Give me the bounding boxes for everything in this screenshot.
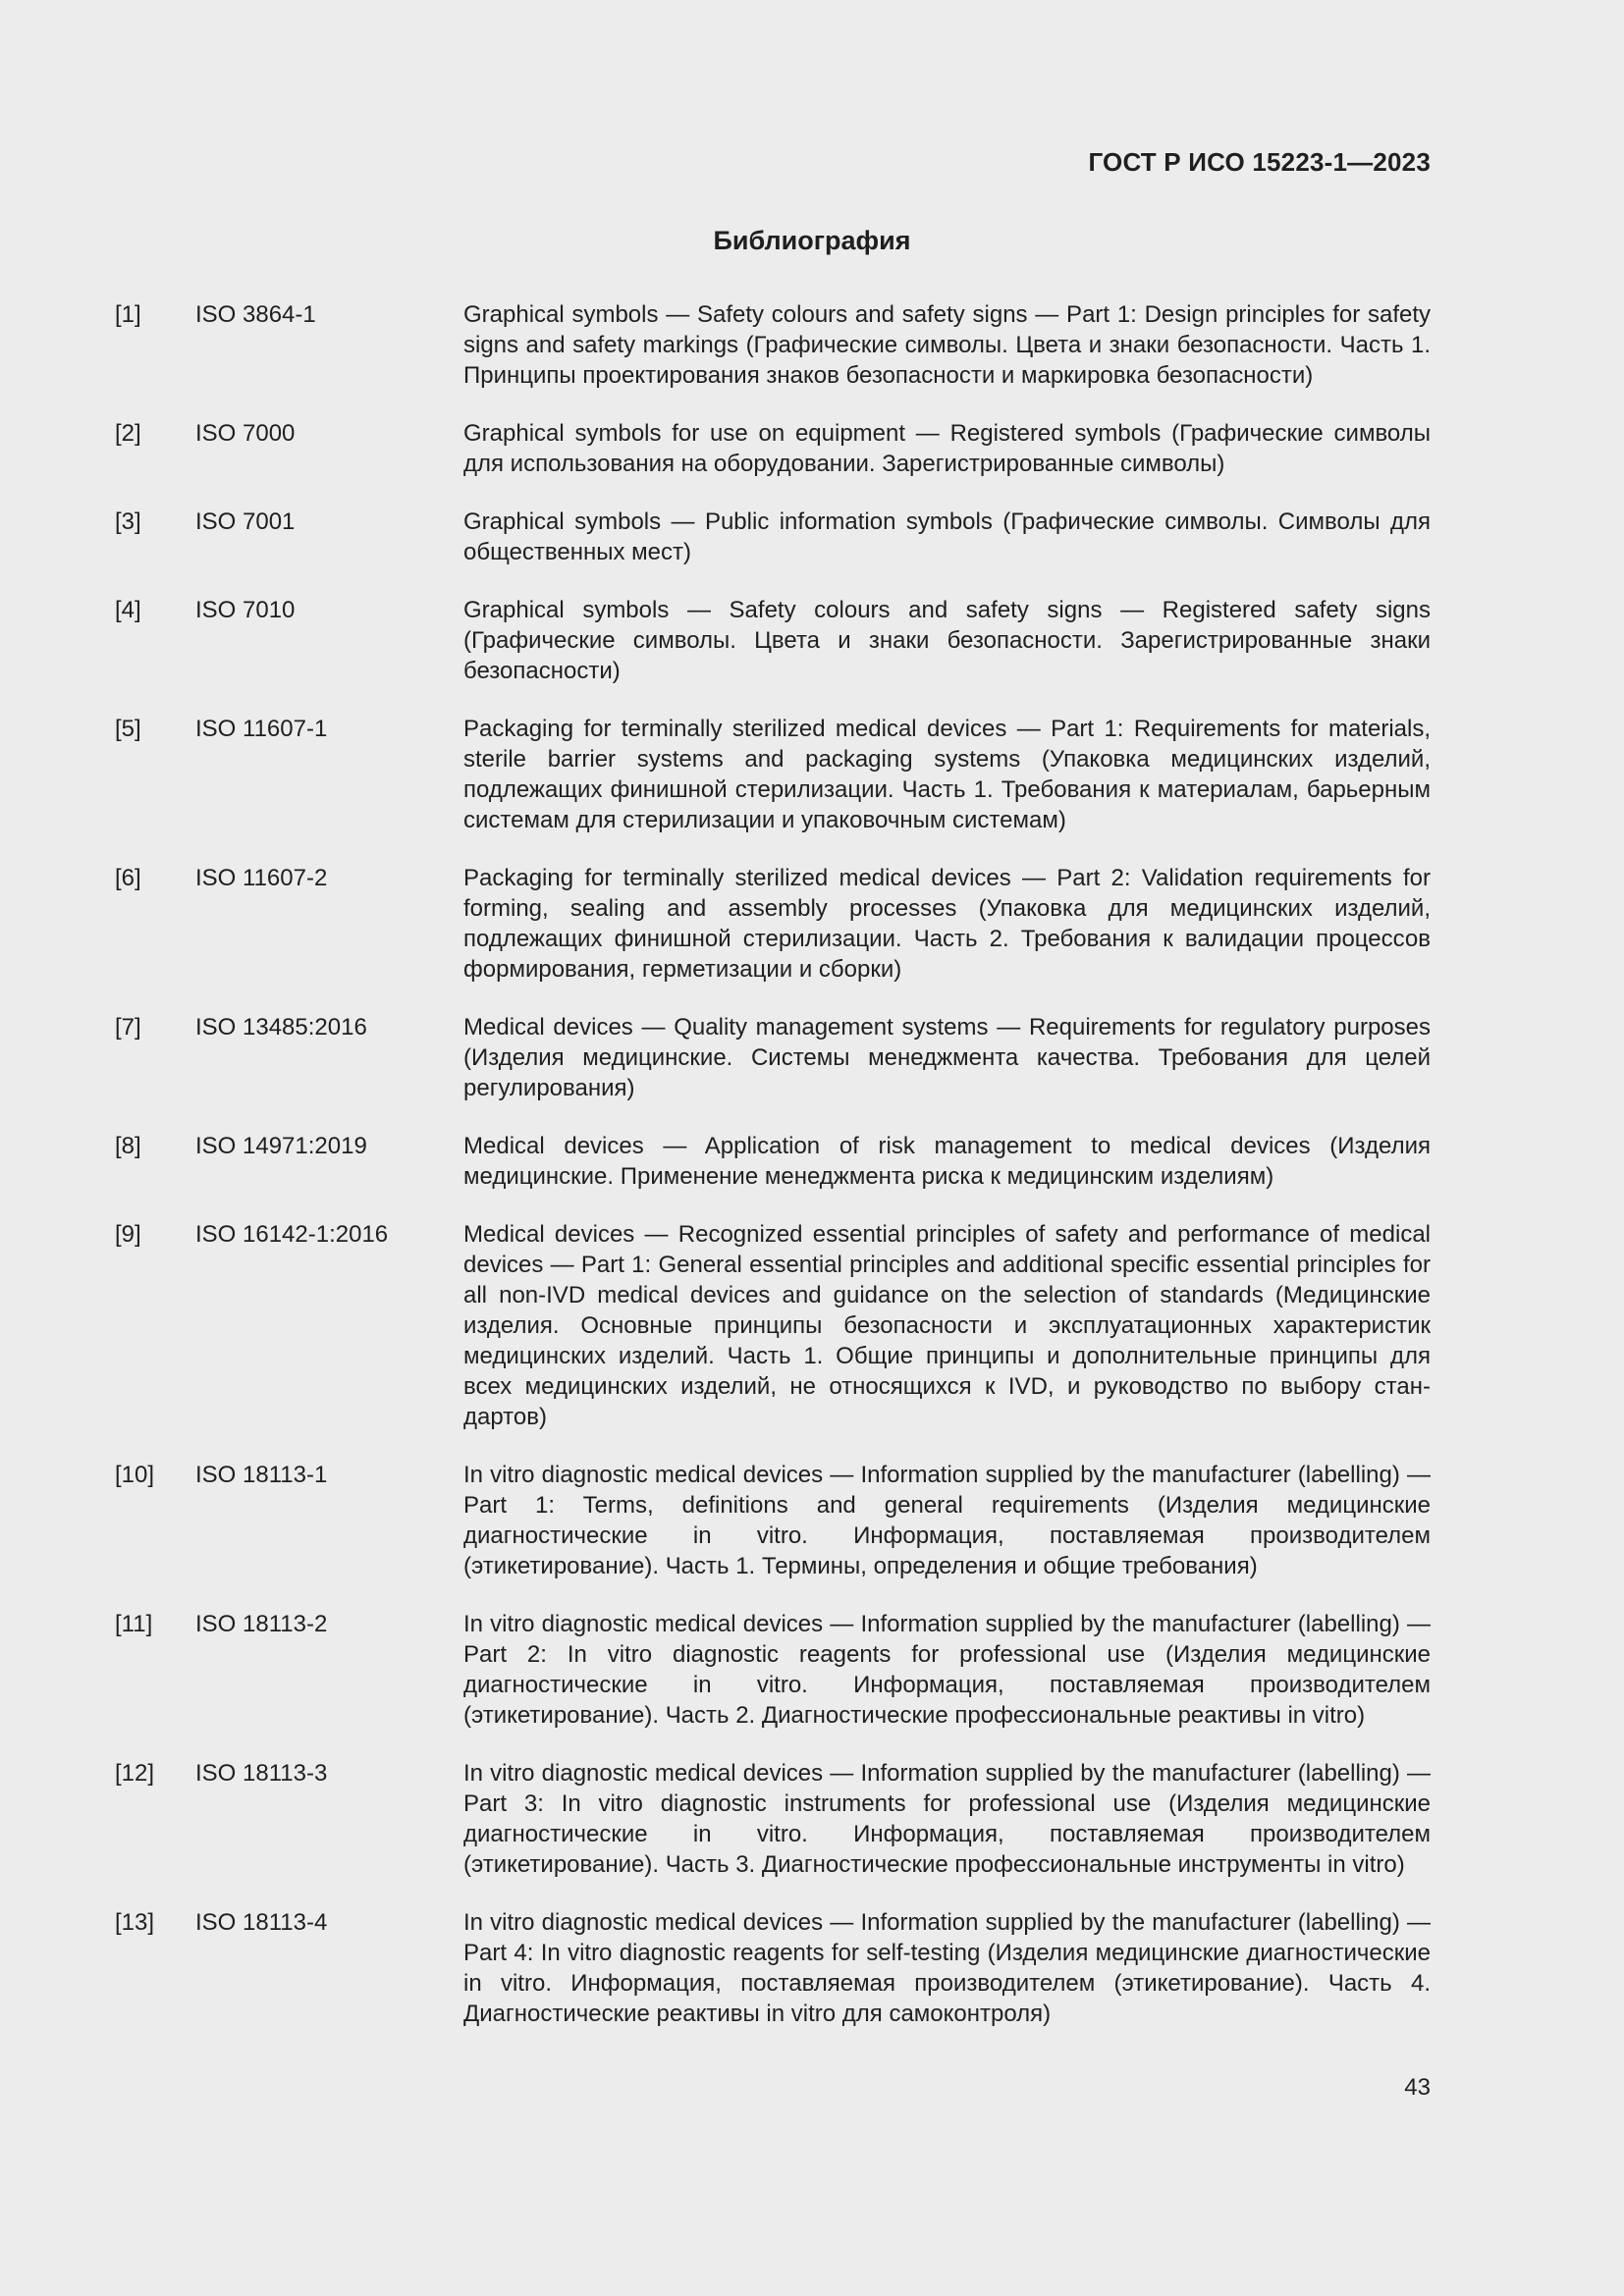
entry-title: In vitro diagnostic medical devices — Information supplied by the manufacturer (labelling) — Part 1: Terms, definitions and general requirements (Изделия медицинские диагностические in vitro. Информация, поставляемая производителем (этикетирование). Часть 1. Термины, определения и общие требования) [463,1462,1431,1579]
entry-title: Graphical symbols — Safety colours and safety signs — Part 1: Design principles for safety signs and safety markings (Графические символы. Цвета и знаки безопасности. Часть 1. Принципы проектирования знаков безопасности и маркировка безопасности) [463,301,1431,389]
entry-title: In vitro diagnostic medical devices — Information supplied by the manufacturer (labelling) — Part 3: In vitro diagnostic instruments for professional use (Изделия медицинские диагностические in vitro. Информация, поставляемая производителем (этикетирование). Часть 3. Диагностические профессиональные инструменты in vitro) [463,1760,1431,1878]
entry-standard-code: ISO 14971:2019 [195,1133,367,1159]
entry-standard-code: ISO 11607-1 [195,716,328,742]
entry-number: [7] [115,1014,141,1041]
entry-number: [6] [115,865,141,891]
entry-standard-code: ISO 11607-2 [195,865,328,891]
bibliography-entry-2 [115,418,1431,479]
bibliography-entry-9 [115,1219,1431,1432]
bibliography-entry-6 [115,863,1431,985]
bibliography-entry-11 [115,1609,1431,1731]
entry-number: [12] [115,1760,155,1787]
entry-standard-code: ISO 18113-2 [195,1611,328,1637]
entry-number: [8] [115,1133,141,1159]
entry-standard-code: ISO 3864-1 [195,301,316,328]
entry-standard-code: ISO 13485:2016 [195,1014,367,1041]
entry-title: Packaging for terminally sterilized medical devices — Part 1: Requirements for materials, sterile barrier systems and packaging systems (Упаковка медицинских изделий, подлежащих финишной стерилизации. Часть 1. Требования к материалам, барьерным системам для стерилизации и упаковочным системам) [463,716,1431,833]
entry-title: Packaging for terminally sterilized medical devices — Part 2: Validation requirements for forming, sealing and assembly processes (Упаковка для медицинских изделий, подлежащих финишной стерилизации. Часть 2. Требования к валидации процессов формирования, герметизации и сборки) [463,865,1431,983]
bibliography-entry-1 [115,299,1431,391]
entry-standard-code: ISO 16142-1:2016 [195,1221,389,1248]
bibliography-entry-10 [115,1460,1431,1581]
bibliography-list [115,299,1431,2056]
entry-title: Graphical symbols for use on equipment — Registered symbols (Графические символы для использования на оборудовании. Зарегистрированные символы) [463,420,1431,477]
bibliography-entry-3 [115,507,1431,567]
bibliography-entry-7 [115,1012,1431,1103]
entry-number: [1] [115,301,141,328]
entry-standard-code: ISO 7001 [195,508,296,535]
bibliography-entry-13 [115,1907,1431,2029]
entry-number: [5] [115,716,141,742]
entry-title: In vitro diagnostic medical devices — Information supplied by the manufacturer (labelling) — Part 2: In vitro diagnostic reagents for professional use (Изделия медицинские диагностические in vitro. Информация, поставляемая производителем (этикетирование). Часть 2. Диагностические профессиональные реактивы in vitro) [463,1611,1431,1729]
entry-standard-code: ISO 18113-4 [195,1909,328,1936]
entry-number: [13] [115,1909,155,1936]
entry-number: [4] [115,597,141,623]
entry-title: In vitro diagnostic medical devices — Information supplied by the manufacturer (labelling) — Part 4: In vitro diagnostic reagents for self-testing (Изделия медицинские диагностические in vitro. Информация, поставляемая производителем (этикетирование). Часть 4. Диагностические реактивы in vitro для самоконтроля) [463,1909,1431,2027]
bibliography-entry-12 [115,1758,1431,1880]
entry-number: [9] [115,1221,141,1248]
entry-title: Graphical symbols — Safety colours and safety signs — Registered safety signs (Графические символы. Цвета и знаки безопасности. Зарегистрированные знаки безопасности) [463,597,1431,684]
entry-title: Medical devices — Application of risk management to medical devices (Изделия медицинские. Применение менеджмента риска к медицинским изделиям) [463,1133,1431,1190]
entry-standard-code: ISO 18113-3 [195,1760,328,1787]
entry-standard-code: ISO 7000 [195,420,296,447]
entry-title: Medical devices — Recognized essential principles of safety and performance of medical devices — Part 1: General essential principles and additional specific essential principles for all non-IVD medical devices and guidance on the selection of standards (Медицинские изделия. Основные принципы безопасности и эксплуатационных характеристик медицинских изделий. Часть 1. Общие принципы и дополнительные принципы для всех медицинских изделий, не относящихся к IVD, и руководство по выбору стандартов) [463,1221,1431,1430]
entry-number: [10] [115,1462,155,1488]
entry-number: [11] [115,1611,153,1637]
entry-title: Graphical symbols — Public information symbols (Графические символы. Символы для общественных мест) [463,508,1431,565]
page-number: 43 [1404,2074,1431,2101]
page-title: Библиография [713,226,911,255]
bibliography-entry-8 [115,1131,1431,1192]
entry-title: Medical devices — Quality management systems — Requirements for regulatory purposes (Изделия медицинские. Системы менеджмента качества. Требования для целей регулирования) [463,1014,1431,1101]
bibliography-entry-5 [115,714,1431,835]
document-code: ГОСТ Р ИСО 15223-1—2023 [1088,147,1431,177]
entry-number: [2] [115,420,141,447]
entry-standard-code: ISO 7010 [195,597,296,623]
entry-standard-code: ISO 18113-1 [195,1462,328,1488]
entry-number: [3] [115,508,141,535]
bibliography-entry-4 [115,595,1431,686]
